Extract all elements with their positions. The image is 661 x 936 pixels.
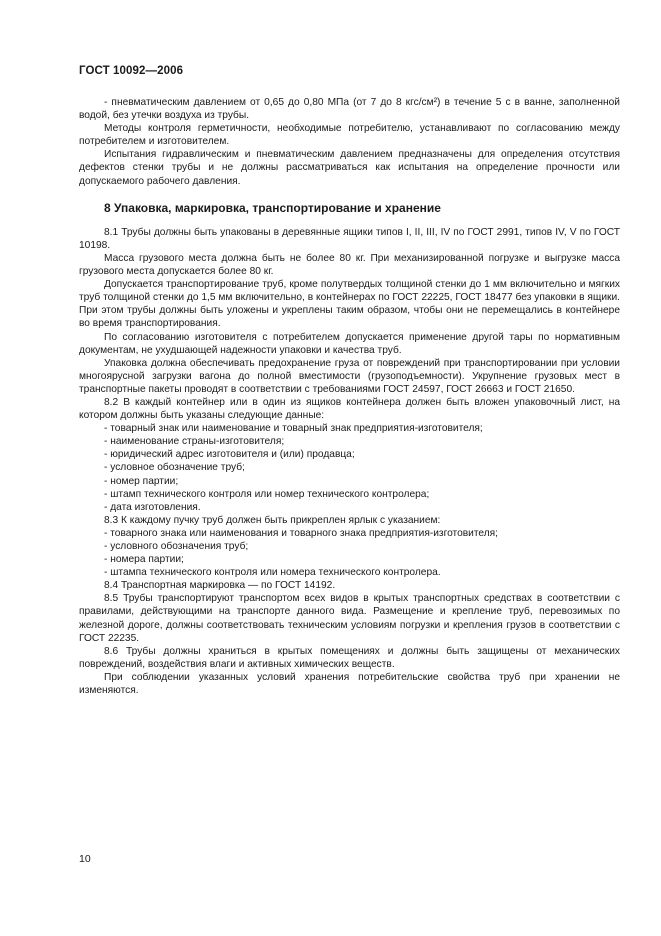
list-item: - условное обозначение труб; (104, 462, 245, 474)
clause-8-1-containers: Допускается транспортирование труб, кроме полутвердых толщиной стенки до 1 мм включительно и мягких труб толщиной стенки до 1,5 мм включительно, в контейнерах по ГОСТ 22225, ГОСТ 18477 без упаковки в ящики. При этом трубы должны быть уложены и укреплены таким образом, чтобы они не перемещались в контейнере во время транспортирования. (79, 279, 620, 330)
document-header: ГОСТ 10092—2006 (79, 65, 184, 77)
paragraph-pneumatic-pressure: - пневматическим давлением от 0,65 до 0,80 МПа (от 7 до 8 кгс/см²) в течение 5 с в ванне, заполненной водой, без утечки воздуха из трубы. (79, 97, 620, 122)
list-item: - дата изготовления. (104, 501, 201, 513)
clause-8-6-storage: При соблюдении указанных условий хранения потребительские свойства труб при хранении не изменяются. (79, 671, 620, 697)
list-item: - наименование страны-изготовителя; (104, 436, 285, 448)
list-item: - условного обозначения труб; (104, 541, 249, 552)
list-item: - номер партии; (104, 475, 179, 487)
clause-8-3: 8.3 К каждому пучку труб должен быть прикреплен ярлык с указанием: (104, 514, 441, 526)
clause-8-5: 8.5 Трубы транспортируют транспортом всех видов в крытых транспортных средствах в соответствии с правилами, действующими на транспорте данного вида. Размещение и крепление труб, перевозимых по железной дороге, должны соответствовать техническим условиям погрузки и крепления грузов в соответствии с ГОСТ 22235. (79, 593, 620, 644)
clause-8-1: 8.1 Трубы должны быть упакованы в деревянные ящики типов I, II, III, IV по ГОСТ 2991, типов IV, V по ГОСТ 10198. (79, 226, 620, 251)
clause-8-1-protection: Упаковка должна обеспечивать предохранение груза от повреждений при транспортировании при условии многоярусной загрузки вагона до полной вместимости (грузоподъемности). Укрупнение грузовых мест в транспортные пакеты проводят в соответствии с требованиями ГОСТ 24597, ГОСТ 26663 и ГОСТ 21650. (79, 357, 620, 395)
clause-8-1-other-packaging: По согласованию изготовителя с потребителем допускается применение другой тары по нормативным документам, не ухудшающей надежности упаковки и качества труб. (79, 331, 620, 356)
list-item: - штампа технического контроля или номера технического контролера. (104, 567, 441, 579)
list-item: - штамп технического контроля или номер технического контролера; (104, 488, 430, 500)
document-body (79, 96, 620, 697)
list-item: - товарного знака или наименования и товарного знака предприятия-изготовителя; (104, 527, 499, 539)
list-item: - номера партии; (104, 554, 184, 566)
paragraph-tightness-methods: Методы контроля герметичности, необходимые потребителю, устанавливают по согласованию между потребителем и изготовителем. (79, 123, 620, 148)
clause-8-1-mass: Масса грузового места должна быть не более 80 кг. При механизированной погрузке и выгрузке масса грузового места допускается более 80 кг. (79, 252, 620, 278)
clause-8-6: 8.6 Трубы должны храниться в крытых помещениях и должны быть защищены от механических повреждений, воздействия влаги и активных химических веществ. (79, 645, 620, 670)
paragraph-pressure-tests: Испытания гидравлическим и пневматическим давлением предназначены для определения отсутствия дефектов стенки трубы и не должны рассматриваться как испытания на определение прочности или допускаемого рабочего давления. (79, 149, 620, 187)
page-number: 10 (79, 853, 91, 865)
section-heading: 8 Упаковка, маркировка, транспортирование и хранение (104, 200, 441, 215)
clause-8-4: 8.4 Транспортная маркировка — по ГОСТ 14192. (104, 580, 336, 592)
clause-8-2: 8.2 В каждый контейнер или в один из ящиков контейнера должен быть вложен упаковочный лист, на котором должны быть указаны следующие данные: (79, 396, 620, 422)
list-item: - юридический адрес изготовителя и (или) продавца; (104, 449, 355, 461)
list-item: - товарный знак или наименование и товарный знак предприятия-изготовителя; (104, 423, 483, 435)
